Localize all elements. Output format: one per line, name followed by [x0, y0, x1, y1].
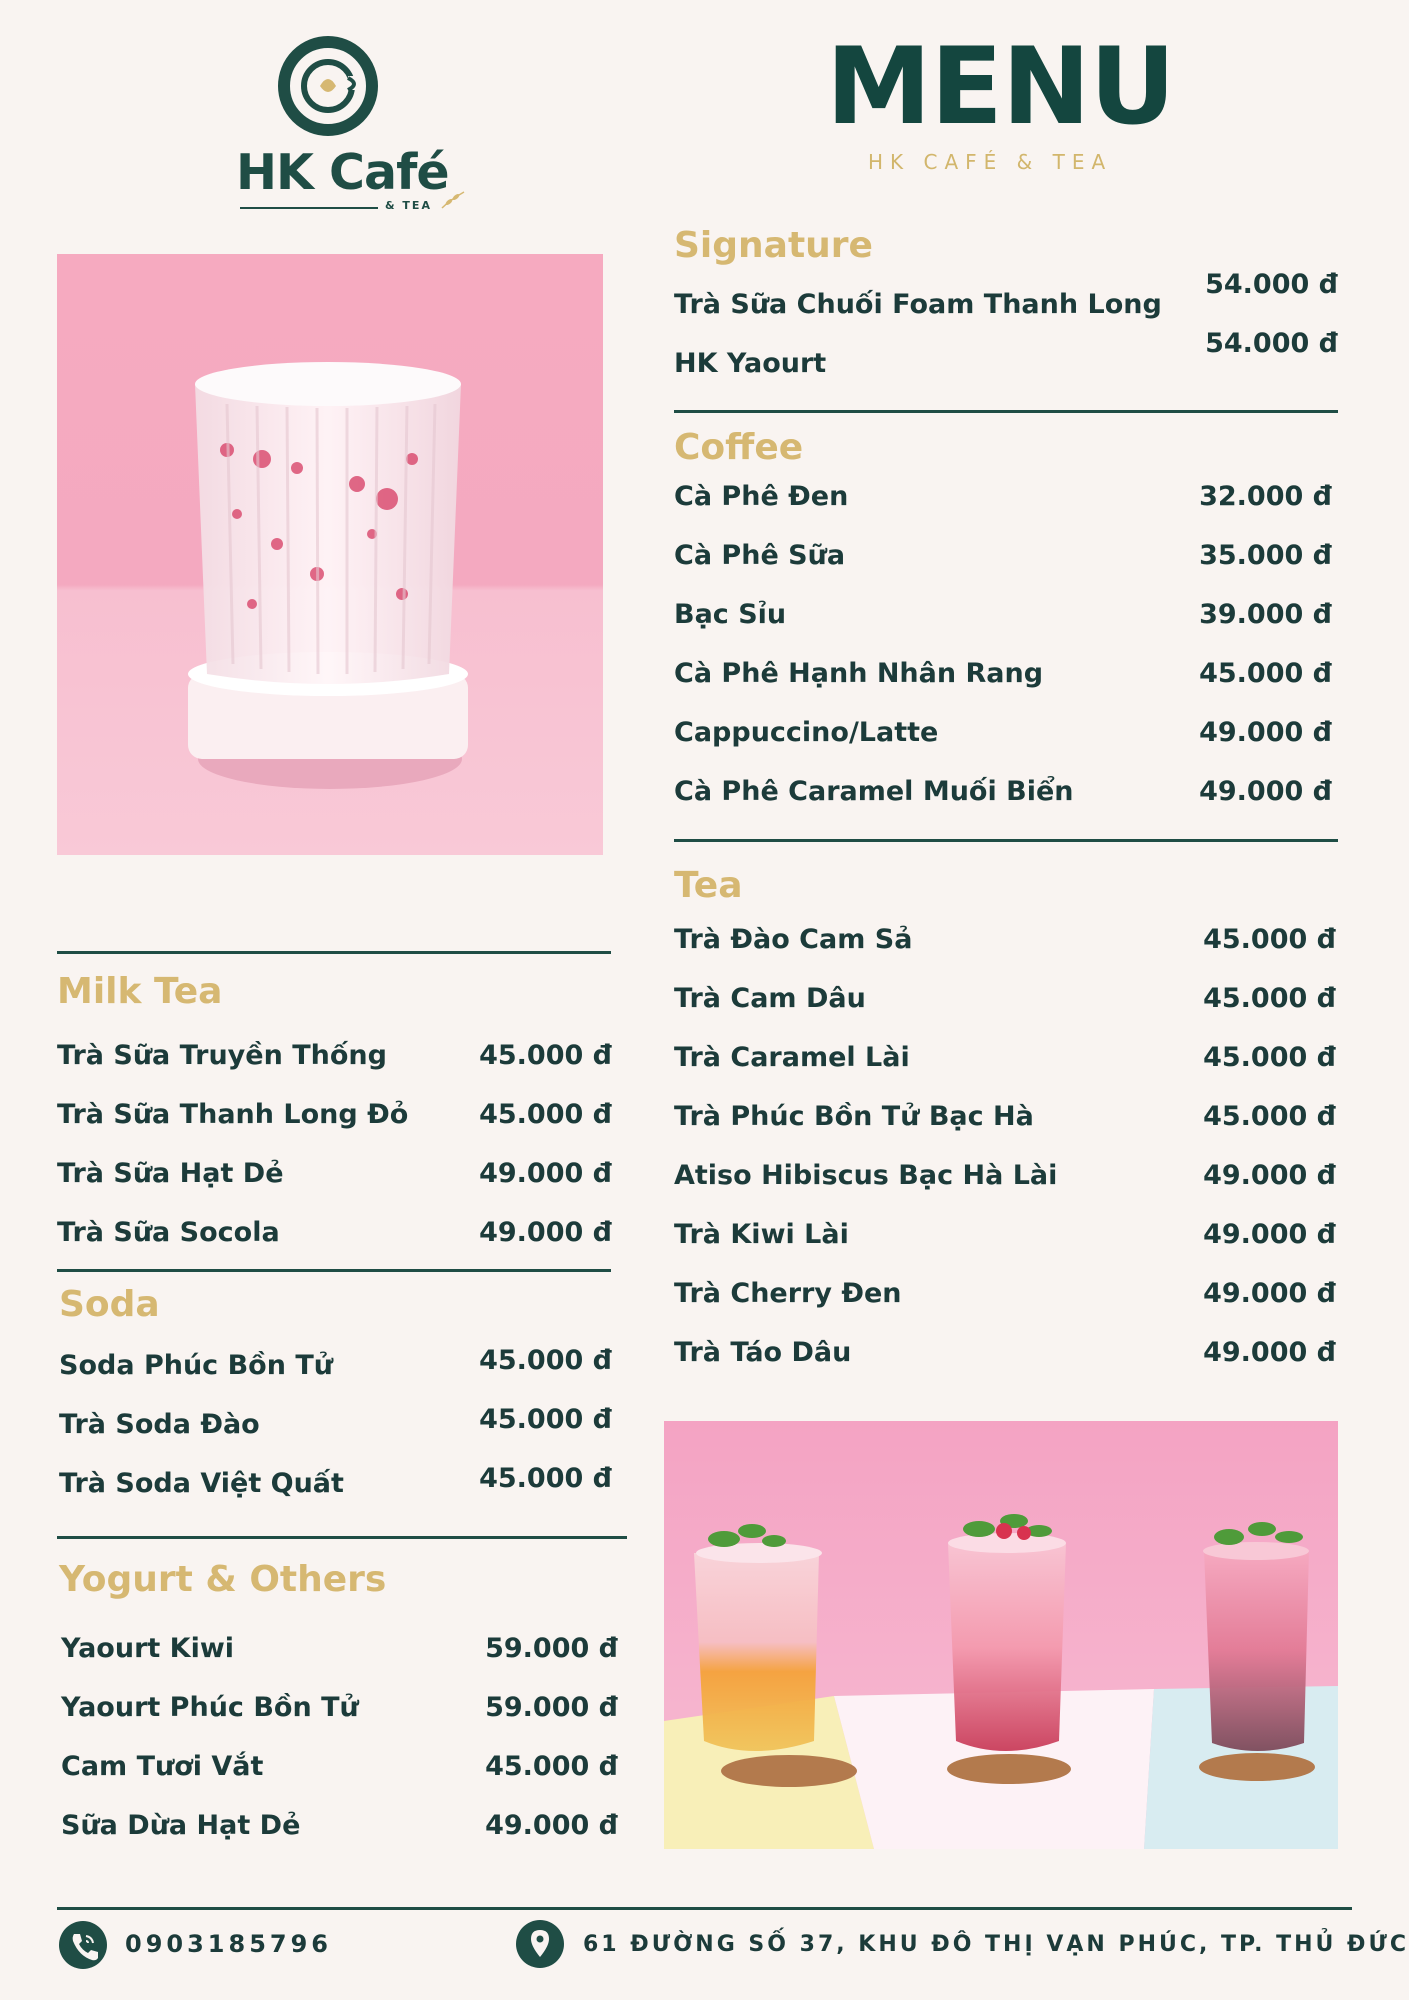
list-item [674, 1280, 1336, 1339]
section-divider [674, 410, 1338, 413]
phone-icon [59, 1921, 107, 1969]
list-item [674, 601, 1332, 660]
tea-list [674, 926, 1336, 1398]
menu-item-name: Atiso Hibiscus Bạc Hà Lài [674, 1160, 1058, 1191]
menu-item-price: 45.000 đ [1199, 658, 1332, 689]
list-item [674, 719, 1332, 778]
menu-item-name: Trà Sữa Thanh Long Đỏ [57, 1099, 409, 1130]
menu-item-price: 35.000 đ [1199, 540, 1332, 571]
logo-subtitle: & TEA [385, 199, 432, 212]
list-item [674, 985, 1336, 1044]
menu-item-name: Sữa Dừa Hạt Dẻ [61, 1810, 301, 1841]
menu-title: MENU [826, 25, 1175, 148]
list-item [61, 1753, 618, 1812]
section-title-milk-tea: Milk Tea [57, 971, 223, 1012]
menu-item-price: 45.000 đ [479, 1099, 612, 1130]
list-item [674, 778, 1332, 837]
list-item [57, 1160, 612, 1219]
leaf-icon [440, 190, 466, 210]
phone-number: 0903185796 [125, 1930, 332, 1958]
menu-item-name: Trà Kiwi Lài [674, 1219, 849, 1250]
section-title-tea: Tea [674, 865, 743, 906]
menu-item-price: 45.000 đ [1203, 983, 1336, 1014]
address: 61 ĐƯỜNG SỐ 37, KHU ĐÔ THỊ VẠN PHÚC, TP. THỦ ĐỨC [583, 1932, 1409, 1957]
menu-item-name: Trà Phúc Bồn Tử Bạc Hà [674, 1101, 1034, 1132]
list-item [674, 926, 1336, 985]
menu-item-name: Cappuccino/Latte [674, 717, 939, 748]
list-item [59, 1463, 612, 1529]
menu-item-name: Yaourt Phúc Bồn Tử [61, 1692, 359, 1723]
menu-item-name: Trà Cherry Đen [674, 1278, 902, 1309]
milk-tea-list [57, 1042, 612, 1278]
section-divider [57, 1536, 627, 1539]
menu-item-price: 49.000 đ [1203, 1219, 1336, 1250]
coffee-list [674, 483, 1332, 837]
menu-item-name: Cam Tươi Vắt [61, 1751, 264, 1782]
menu-subtitle: HK CAFÉ & TEA [868, 150, 1113, 174]
list-item [674, 1221, 1336, 1280]
menu-item-name: Bạc Sỉu [674, 599, 787, 630]
menu-item-name: Trà Cam Dâu [674, 983, 866, 1014]
menu-item-name: Trà Táo Dâu [674, 1337, 852, 1368]
list-item [674, 660, 1332, 719]
menu-item-price: 45.000 đ [1203, 1042, 1336, 1073]
menu-item-price: 49.000 đ [1203, 1337, 1336, 1368]
location-pin-icon [516, 1920, 564, 1968]
section-title-signature: Signature [674, 225, 873, 266]
menu-item-name: Trà Sữa Hạt Dẻ [57, 1158, 284, 1189]
list-item [59, 1345, 612, 1411]
list-item [674, 483, 1332, 542]
menu-item-name: Cà Phê Caramel Muối Biển [674, 776, 1074, 807]
menu-item-price: 59.000 đ [485, 1692, 618, 1723]
menu-item-price: 49.000 đ [1203, 1278, 1336, 1309]
menu-item-name: Trà Sữa Chuối Foam Thanh Long [674, 289, 1162, 320]
list-item [57, 1101, 612, 1160]
logo-name: HK Café [236, 144, 449, 201]
menu-item-name: Trà Caramel Lài [674, 1042, 910, 1073]
menu-item-price: 49.000 đ [479, 1217, 612, 1248]
menu-item-name: Yaourt Kiwi [61, 1633, 235, 1664]
menu-item-name: Trà Đào Cam Sả [674, 924, 913, 955]
section-divider [674, 839, 1338, 842]
list-item [674, 1044, 1336, 1103]
list-item [61, 1694, 618, 1753]
menu-item-price: 49.000 đ [485, 1810, 618, 1841]
menu-item-name: Cà Phê Đen [674, 481, 849, 512]
milk-tea-photo [57, 254, 603, 855]
list-item [59, 1404, 612, 1470]
menu-item-price: 49.000 đ [1203, 1160, 1336, 1191]
menu-item-name: Soda Phúc Bồn Tử [59, 1350, 333, 1381]
coffee-cup-logo-icon [278, 36, 378, 136]
menu-item-price: 39.000 đ [1199, 599, 1332, 630]
menu-item-price: 45.000 đ [1203, 1101, 1336, 1132]
menu-item-price: 54.000 đ [1205, 269, 1338, 300]
menu-item-price: 45.000 đ [479, 1463, 612, 1494]
list-item [674, 1162, 1336, 1221]
logo-underline [240, 207, 378, 209]
menu-item-name: Trà Sữa Truyền Thống [57, 1040, 387, 1071]
section-title-soda: Soda [59, 1284, 160, 1325]
section-divider [57, 1269, 611, 1272]
footer-divider [57, 1907, 1352, 1910]
menu-item-price: 45.000 đ [485, 1751, 618, 1782]
menu-item-price: 45.000 đ [479, 1040, 612, 1071]
menu-item-price: 45.000 đ [479, 1404, 612, 1435]
menu-item-price: 59.000 đ [485, 1633, 618, 1664]
menu-item-price: 45.000 đ [479, 1345, 612, 1376]
yogurt-list [61, 1635, 618, 1871]
menu-item-name: Cà Phê Hạnh Nhân Rang [674, 658, 1044, 689]
list-item [674, 542, 1332, 601]
menu-item-name: Cà Phê Sữa [674, 540, 846, 571]
menu-item-name: Trà Soda Việt Quất [59, 1468, 344, 1499]
section-title-yogurt: Yogurt & Others [59, 1559, 387, 1600]
menu-item-price: 49.000 đ [479, 1158, 612, 1189]
menu-item-price: 45.000 đ [1203, 924, 1336, 955]
list-item [61, 1635, 618, 1694]
section-divider [57, 951, 611, 954]
menu-item-price: 49.000 đ [1199, 717, 1332, 748]
menu-item-price: 54.000 đ [1205, 328, 1338, 359]
list-item [57, 1042, 612, 1101]
soda-list [59, 1345, 612, 1529]
menu-item-name: Trà Sữa Socola [57, 1217, 280, 1248]
iced-tea-photo [664, 1421, 1338, 1849]
list-item [674, 1339, 1336, 1398]
section-title-coffee: Coffee [674, 427, 804, 468]
list-item [61, 1812, 618, 1871]
menu-item-name: Trà Soda Đào [59, 1409, 260, 1440]
menu-item-price: 32.000 đ [1199, 481, 1332, 512]
menu-item-price: 49.000 đ [1199, 776, 1332, 807]
list-item [674, 1103, 1336, 1162]
menu-item-name: HK Yaourt [674, 348, 827, 379]
